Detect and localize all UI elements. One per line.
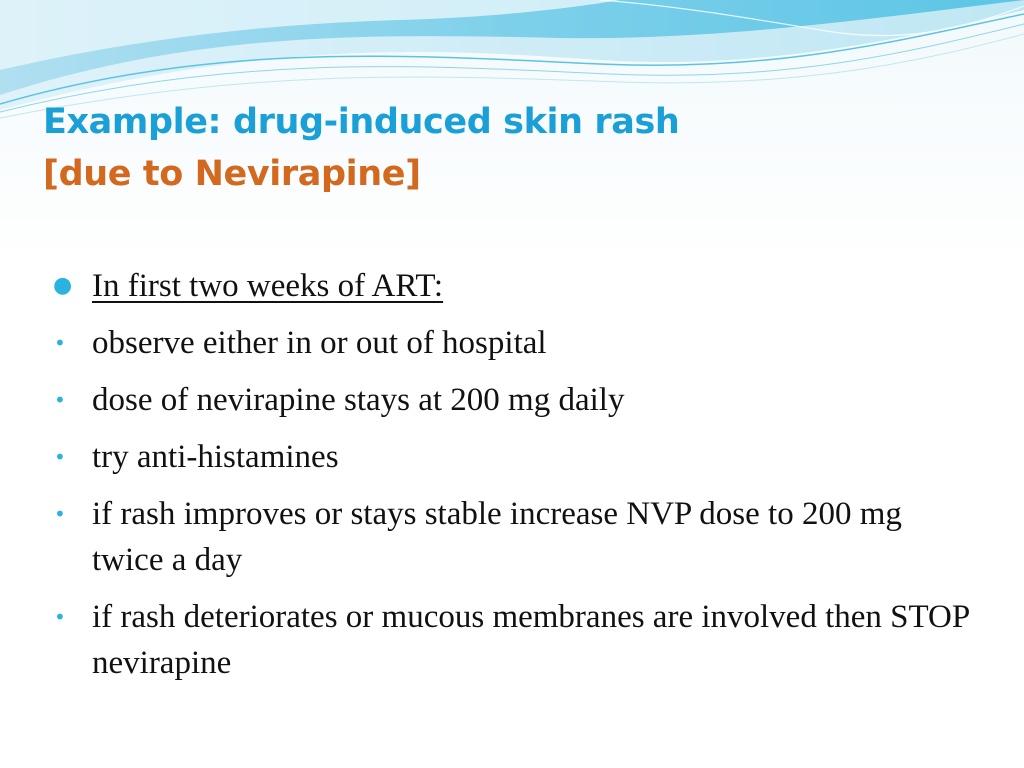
bullet-dot-icon: • [54,388,66,412]
bullet-text: In first two weeks of ART: [92,268,444,304]
bullet-text: if rash improves or stays stable increase NVP dose to 200 mg twice a day [92,496,902,578]
bullet-text: observe either in or out of hospital [92,325,547,361]
title-line-sub: [due to Nevirapine] [43,154,421,194]
bullet-dot-icon: • [54,331,66,355]
bullet-dot-icon: • [54,445,66,469]
bullet-item [50,377,970,423]
bullet-list [50,263,970,697]
bullet-dot-icon: • [54,502,66,526]
bullet-dot-icon: • [54,605,66,629]
bullet-item [50,434,970,480]
bullet-item [50,320,970,366]
bullet-text: dose of nevirapine stays at 200 mg daily [92,382,625,418]
bullet-text: if rash deteriorates or mucous membranes are involved then STOP nevirapine [92,599,970,681]
title-line-main: Example: drug-induced skin rash [43,102,680,142]
bullet-text: try anti-histamines [92,439,339,475]
bullet-item [50,594,970,686]
slide-title [43,96,983,200]
bullet-heading [50,263,970,309]
bullet-dot-icon: ● [53,273,73,298]
bullet-item [50,491,970,583]
